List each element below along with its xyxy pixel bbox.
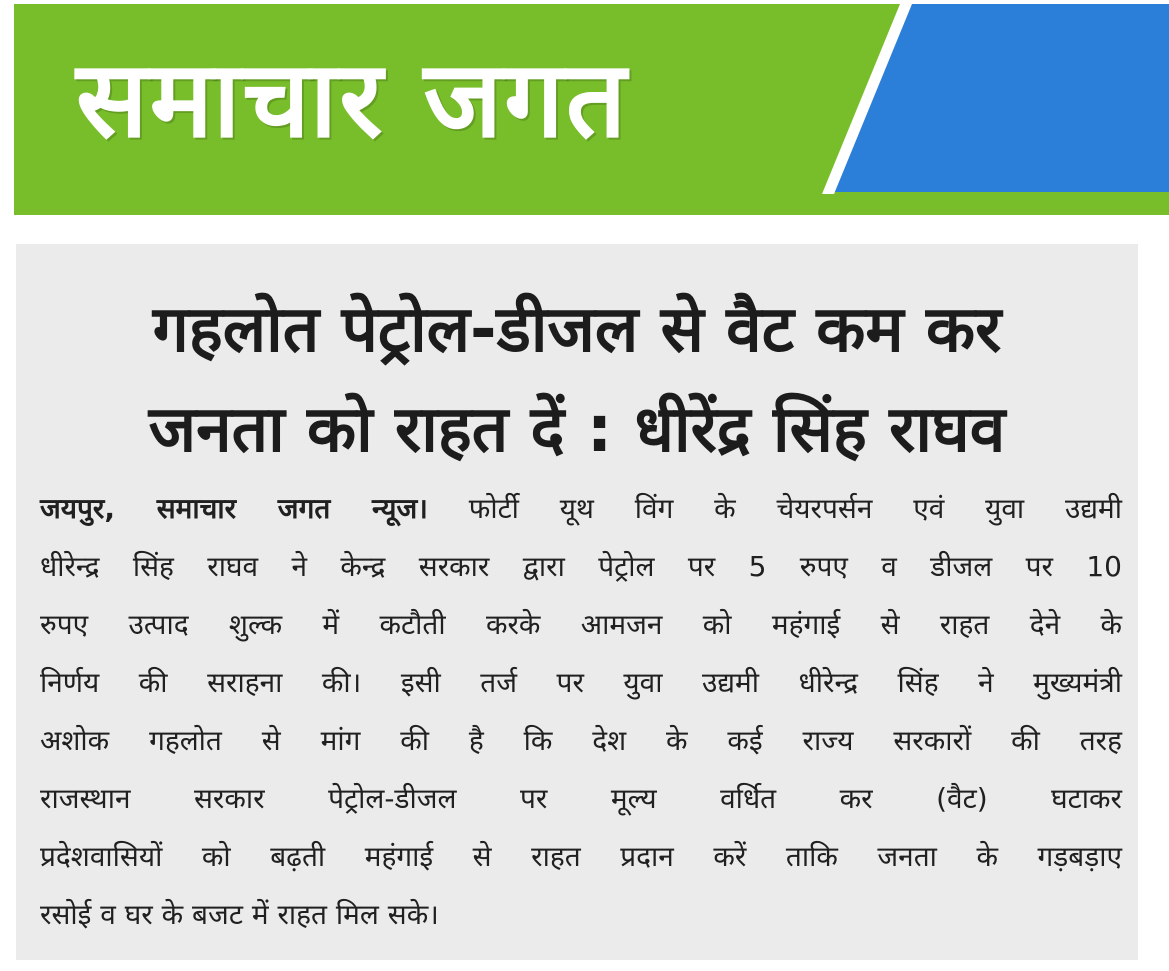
article-line-2: धीरेन्द्र सिंह राघव ने केन्द्र सरकार द्वारा पेट्रोल पर 5 रुपए व डीजल पर 10 xyxy=(40,550,1122,583)
article-body xyxy=(40,480,1122,944)
headline xyxy=(16,280,1138,480)
masthead-banner xyxy=(14,0,1169,217)
article-line-3: रुपए उत्पाद शुल्क में कटौती करके आमजन को महंगाई से राहत देने के xyxy=(40,608,1122,641)
article-line-1-text: फोर्टी यूथ विंग के चेयरपर्सन एवं युवा उद्यमी xyxy=(427,492,1122,525)
article-line-8: रसोई व घर के बजट में राहत मिल सके। xyxy=(40,898,439,931)
masthead-title: समाचार जगत xyxy=(76,38,629,161)
headline-line-2: जनता को राहत दें : धीरेंद्र सिंह राघव xyxy=(148,393,1006,467)
article-line-7: प्रदेशवासियों को बढ़ती महंगाई से राहत प्रदान करें ताकि जनता के गड़बड़ाए xyxy=(40,840,1122,873)
article-line-1 xyxy=(40,480,1122,538)
article-line-6: राजस्थान सरकार पेट्रोल-डीजल पर मूल्य वर्धित कर (वैट) घटाकर xyxy=(40,782,1122,815)
headline-line-1: गहलोत पेट्रोल-डीजल से वैट कम कर xyxy=(152,293,1002,367)
article-line-5: अशोक गहलोत से मांग की है कि देश के कई राज्य सरकारों की तरह xyxy=(40,724,1122,757)
article-line-4: निर्णय की सराहना की। इसी तर्ज पर युवा उद्यमी धीरेन्द्र सिंह ने मुख्यमंत्री xyxy=(40,666,1122,699)
dateline: जयपुर, समाचार जगत न्यूज। xyxy=(40,492,428,525)
news-article-box xyxy=(16,244,1138,960)
